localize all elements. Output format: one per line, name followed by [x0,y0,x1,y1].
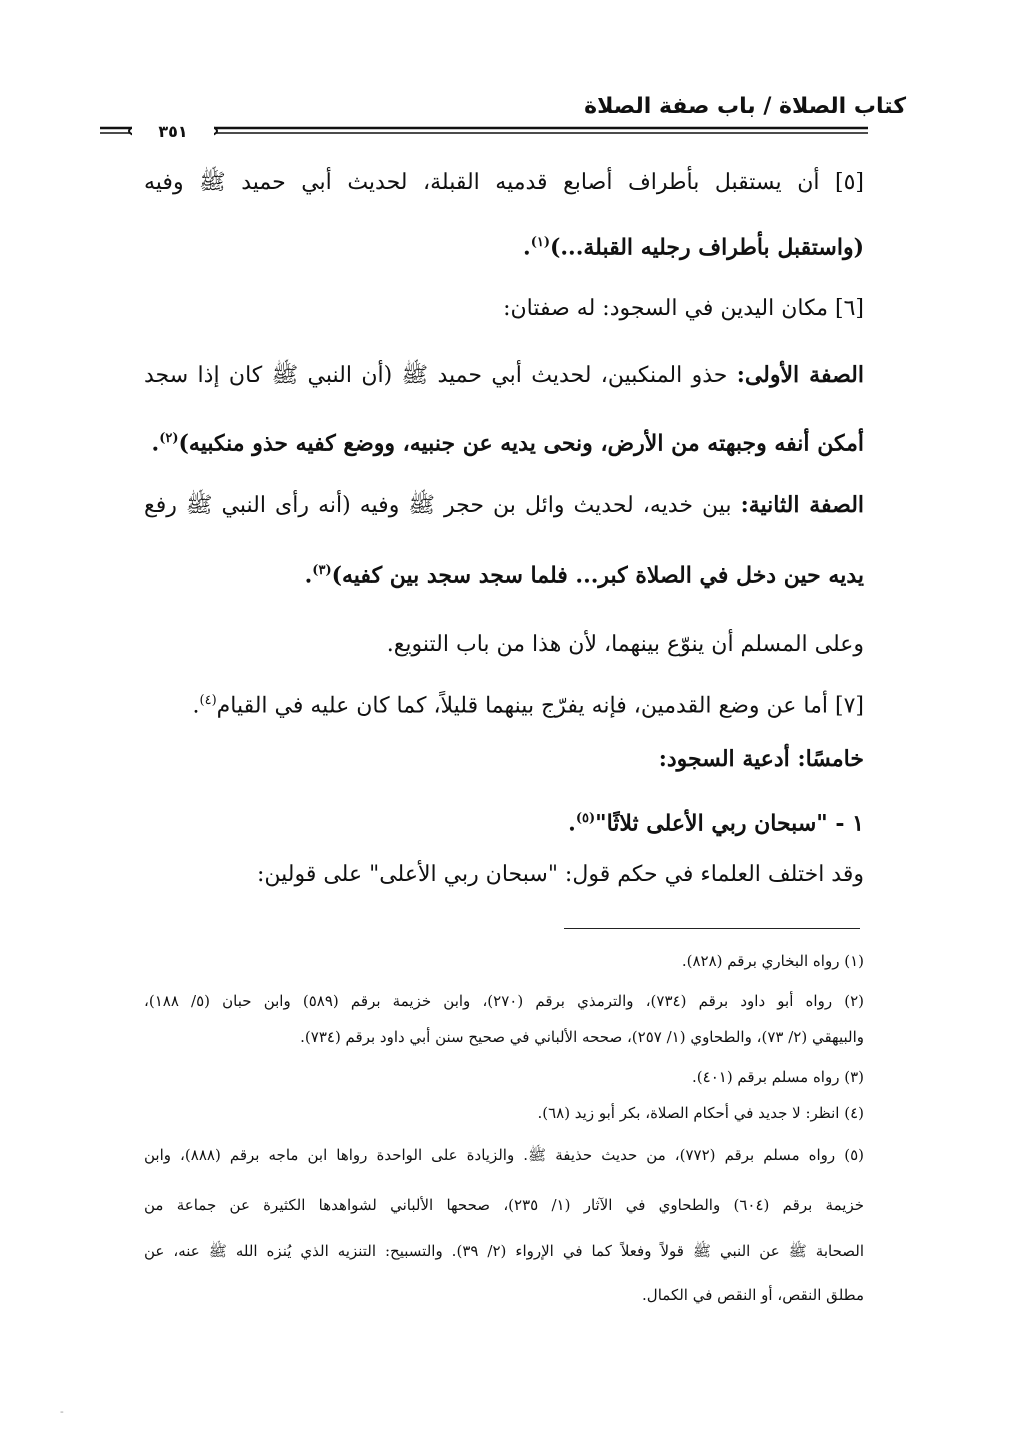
footnote-separator [564,928,860,929]
footnote-ref-1: (١) [530,235,550,250]
page-number: ٣٥١ [132,120,214,144]
scholars-disagreement: وقد اختلف العلماء في حكم قول: "سبحان ربي الأعلى" على قولين: [256,862,864,887]
paragraph-5-line-2: (واستقبل بأطراف رجليه القبلة...)$^{(١)}$. [523,234,864,261]
variety-note: وعلى المسلم أن ينوّع بينهما، لأن هذا من باب التنويع. [386,632,864,657]
footnote-ref-4: (٤) [199,693,217,708]
second-form-line-1 [144,490,864,521]
dua-1-text: ١ - "سبحان ربي الأعلى ثلاثًا" [595,810,864,837]
section-heading-fifth: خامسًا: أدعية السجود: [658,746,864,772]
paragraph-5-line-1: [٥] أن يستقبل بأطراف أصابع قدميه القبلة، لحديث أبي حميد ﷺ وفيه [144,170,864,195]
footnote-2-line-1: (٢) رواه أبو داود برقم (٧٣٤)، والترمذي برقم (٢٧٠)، وابن خزيمة برقم (٥٨٩) وابن حبان (٥/ ١٨٨)، [144,992,864,1010]
footnote-4: (٤) انظر: لا جديد في أحكام الصلاة، بكر أبو زيد (٦٨). [537,1104,864,1122]
quote-text: (واستقبل بأطراف رجليه القبلة...) [549,234,864,261]
footnote-ref-3: (٣) [312,563,332,578]
footnote-3: (٣) رواه مسلم برقم (٤٠١). [692,1068,864,1086]
first-form-line-2: أمكن أنفه وجبهته من الأرض، ونحى يديه عن جنبيه، ووضع كفيه حذو منكبيه)$^{(٢)}$. [151,430,864,457]
paragraph-6: [٦] مكان اليدين في السجود: له صفتان: [503,296,864,321]
footnote-ref-2: (٢) [159,431,179,446]
first-form-text: حذو المنكبين، لحديث أبي حميد ﷺ (أن النبي ﷺ كان إذا سجد [144,363,728,388]
footnote-5-line-4: مطلق النقص، أو النقص في الكمال. [642,1286,864,1304]
second-form-text: بين خديه، لحديث وائل بن حجر ﷺ وفيه (أنه رأى النبي ﷺ رفع [144,493,732,518]
second-form-quote: يديه حين دخل في الصلاة كبر... فلما سجد سجد بين كفيه) [331,562,864,589]
second-form-line-2: يديه حين دخل في الصلاة كبر... فلما سجد سجد بين كفيه)$^{(٣)}$. [304,562,864,589]
paragraph-7: [٧] أما عن وضع القدمين، فإنه يفرّج بينهما قليلاً، كما كان عليه في القيام$^{(٤)}$. [192,693,864,719]
header-rule [100,122,868,142]
footnote-1: (١) رواه البخاري برقم (٨٢٨). [681,952,864,970]
second-form-label: الصفة الثانية: [740,492,865,518]
first-form-line-1 [144,360,864,391]
footnote-5-line-2: خزيمة برقم (٦٠٤) والطحاوي في الآثار (١/ ٢٣٥)، صححها الألباني لشواهدها الكثيرة عن جماعة من [144,1196,864,1214]
corner-mark: - [60,1405,64,1418]
paragraph-7-text: [٧] أما عن وضع القدمين، فإنه يفرّج بينهما قليلاً، كما كان عليه في القيام [216,693,864,719]
first-form-label: الصفة الأولى: [736,362,865,388]
footnote-5-line-3: الصحابة ﷺ عن النبي ﷺ قولاً وفعلاً كما في الإرواء (٢/ ٣٩). والتسبيح: التنزيه الذي يُنزه الله ﷺ عنه، عن [144,1242,864,1260]
footnote-ref-5: (٥) [575,811,596,826]
first-form-quote: أمكن أنفه وجبهته من الأرض، ونحى يديه عن جنبيه، ووضع كفيه حذو منكبيه) [178,430,864,457]
dua-1: ١ - "سبحان ربي الأعلى ثلاثًا"$^{(٥)}$. [568,810,864,837]
footnote-2-line-2: والبيهقي (٢/ ٧٣)، والطحاوي (١/ ٢٥٧)، صححه الألباني في صحيح سنن أبي داود برقم (٧٣٤). [300,1028,864,1046]
footnote-5-line-1: (٥) رواه مسلم برقم (٧٧٢)، من حديث حذيفة ﷺ. والزيادة على الواحدة رواها ابن ماجه برقم (٨٨٨)، وابن [144,1146,864,1164]
running-header: كتاب الصلاة / باب صفة الصلاة [584,94,906,119]
